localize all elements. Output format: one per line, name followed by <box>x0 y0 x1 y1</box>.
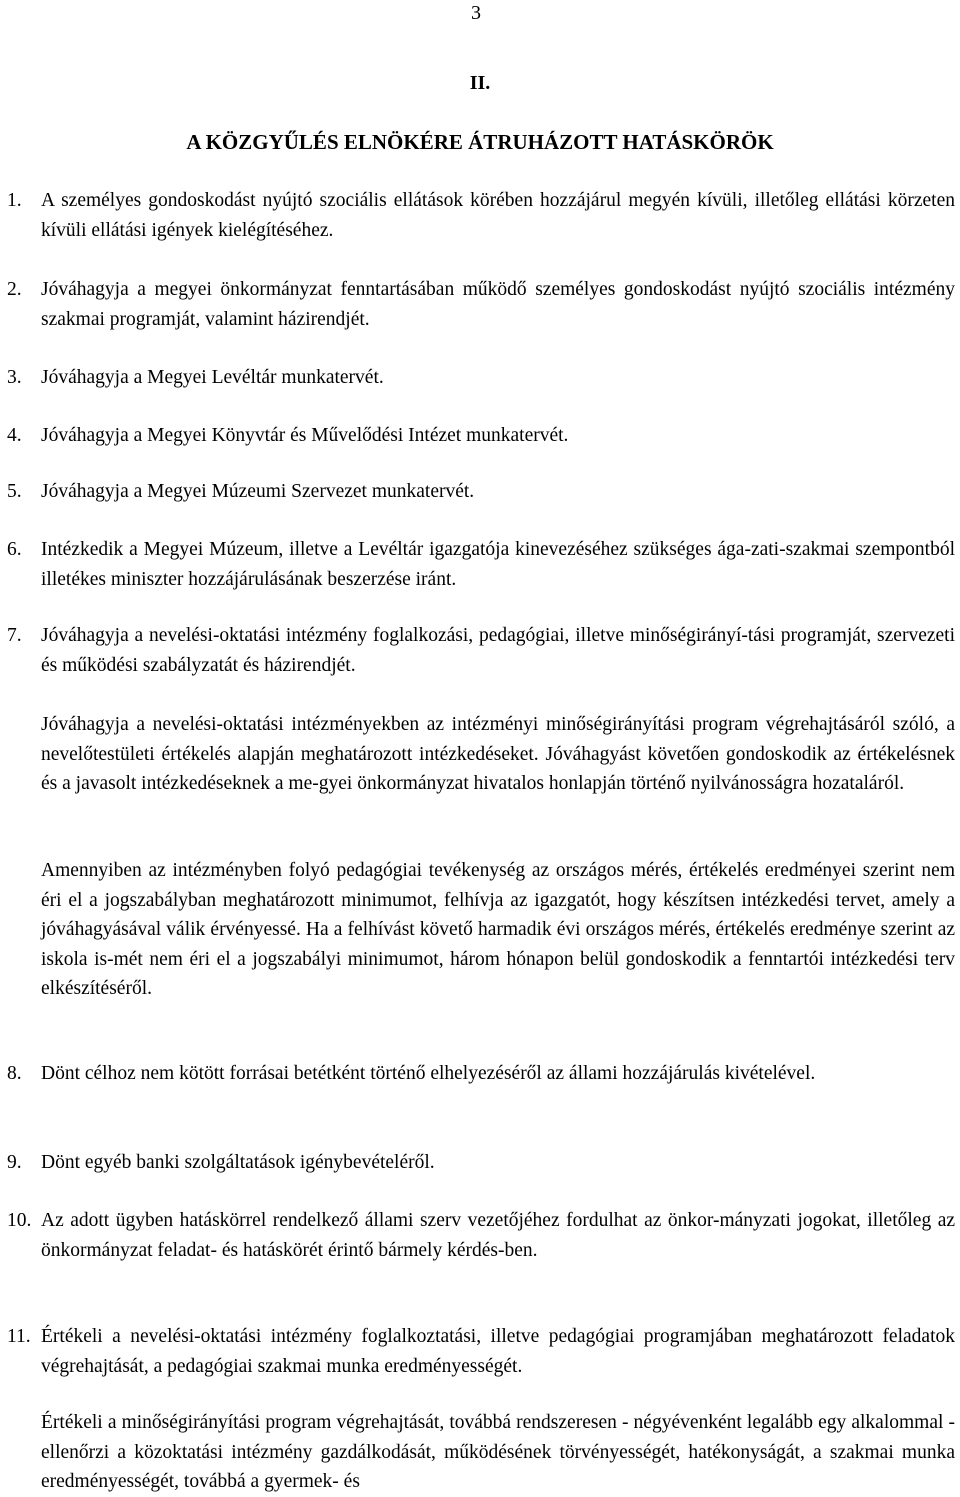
item-number: 4. <box>7 425 22 446</box>
item-text: Jóváhagyja a Megyei Múzeumi Szervezet munkatervét. <box>41 481 475 502</box>
item-text: Jóváhagyja a nevelési-oktatási intézmény foglalkozási, pedagógiai, illetve minőségirányí-tási programját, szervezeti és működési szabályzatát és házirendjét. <box>41 625 955 676</box>
list-item <box>7 275 955 334</box>
item-number: 7. <box>7 625 22 646</box>
list-item <box>7 535 955 594</box>
item-number: 9. <box>7 1152 22 1173</box>
item-text: Az adott ügyben hatáskörrel rendelkező állami szerv vezetőjéhez fordulhat az önkor-mányzati jogokat, illetőleg az önkormányzat feladat- és hatáskörét érintő bármely kérdés-ben. <box>41 1210 955 1261</box>
paragraph: Amennyiben az intézményben folyó pedagógiai tevékenység az országos mérés, értékelés eredményei szerint nem éri el a jogszabályban meghatározott minimumot, felhívja az igazgatót, hogy készítsen intézkedési tervet, amely a jóváhagyásával válik érvényessé. Ha a felhívást követő harmadik évi országos mérés, értékelés eredménye szerint az iskola is-mét nem éri el a jogszabályi minimumot, három hónapon belül gondoskodik a fenntartói intézkedési terv elkészítéséről. <box>41 860 955 999</box>
item-number: 2. <box>7 279 22 300</box>
item-text: Értékeli a nevelési-oktatási intézmény foglalkoztatási, illetve pedagógiai programjában meghatározott feladatok végrehajtását, a pedagógiai szakmai munka eredményességét. <box>41 1326 955 1377</box>
list-item <box>7 421 955 451</box>
item-text: Dönt célhoz nem kötött forrásai betétként történő elhelyezéséről az állami hozzájárulás kivételével. <box>41 1063 816 1084</box>
list-item <box>7 363 955 393</box>
list-item <box>7 621 955 680</box>
item-number: 10. <box>7 1210 32 1231</box>
item-number: 1. <box>7 190 22 211</box>
item-number: 5. <box>7 481 22 502</box>
section-title: A KÖZGYŰLÉS ELNÖKÉRE ÁTRUHÁZOTT HATÁSKÖRÖK <box>186 130 774 154</box>
item-number: 6. <box>7 539 22 560</box>
list-item <box>7 1059 955 1089</box>
list-item <box>7 1148 955 1178</box>
list-item <box>7 477 955 507</box>
item-text: Jóváhagyja a Megyei Levéltár munkatervét. <box>41 367 384 388</box>
list-item <box>7 1206 955 1265</box>
list-item <box>7 186 955 245</box>
list-item <box>7 1322 955 1381</box>
paragraph: Jóváhagyja a nevelési-oktatási intézményekben az intézményi minőségirányítási program végrehajtásáról szóló, a nevelőtestületi értékelés alapján meghatározott intézkedéseket. Jóváhagyást követően gondoskodik az értékelésnek és a javasolt intézkedéseknek a me-gyei önkormányzat hivatalos honlapján történő nyilvánosságra hozataláról. <box>41 714 955 794</box>
chapter-number: II. <box>469 72 491 94</box>
item-text: Dönt egyéb banki szolgáltatások igénybevételéről. <box>41 1152 435 1173</box>
page-number: 3 <box>471 2 481 24</box>
item-text: Jóváhagyja a Megyei Könyvtár és Művelődési Intézet munkatervét. <box>41 425 569 446</box>
item-number: 3. <box>7 367 22 388</box>
item-text: Intézkedik a Megyei Múzeum, illetve a Levéltár igazgatója kinevezéséhez szükséges ága-zati-szakmai szempontból illetékes miniszter hozzájárulásának beszerzése iránt. <box>41 539 955 590</box>
item-text: Jóváhagyja a megyei önkormányzat fenntartásában működő személyes gondoskodást nyújtó szociális intézmény szakmai programját, valamint házirendjét. <box>41 279 955 330</box>
paragraph: Értékeli a minőségirányítási program végrehajtását, továbbá rendszeresen - négyévenként legalább egy alkalommal - ellenőrzi a közoktatási intézmény gazdálkodását, működésének törvényességét, hatékonyságát, a szakmai munka eredményességét, továbbá a gyermek- és <box>41 1412 955 1492</box>
item-text: A személyes gondoskodást nyújtó szociális ellátások körében hozzájárul megyén kívüli, illetőleg ellátási körzeten kívüli ellátási igények kielégítéséhez. <box>41 190 955 241</box>
item-number: 8. <box>7 1063 22 1084</box>
item-number: 11. <box>7 1326 31 1347</box>
